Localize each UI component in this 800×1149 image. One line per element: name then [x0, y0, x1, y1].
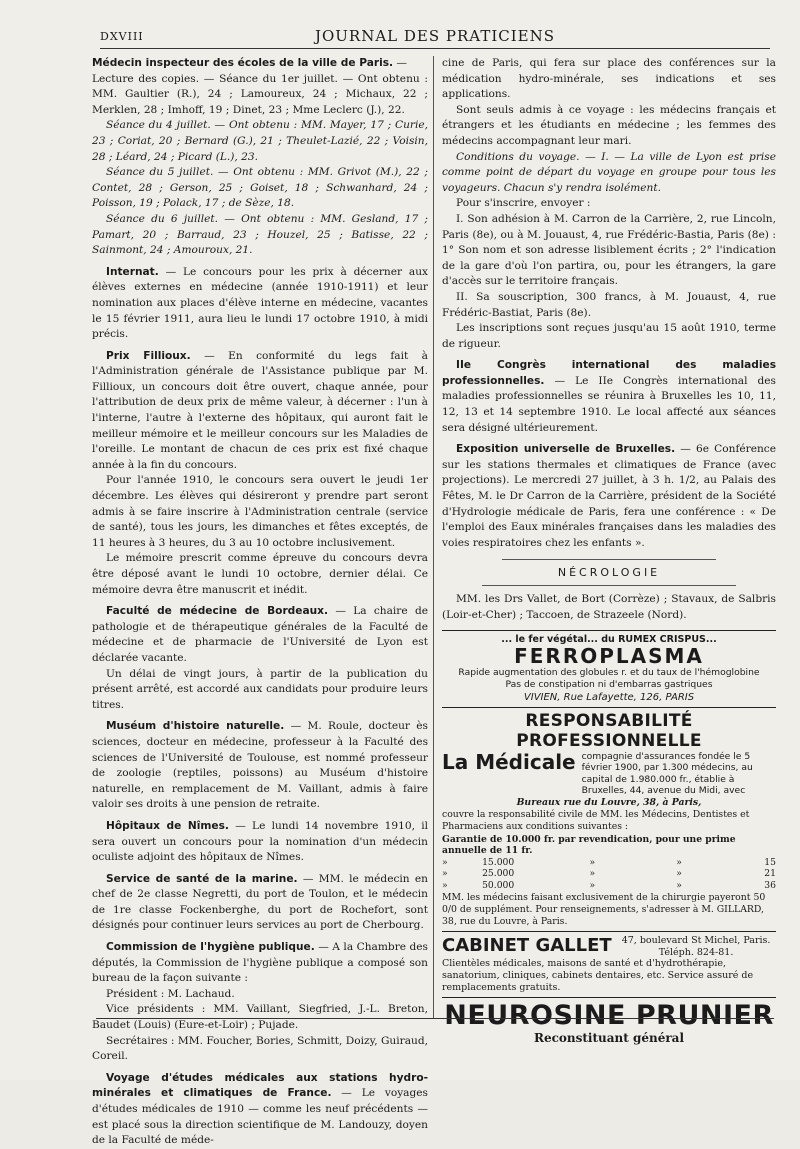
section-title: Faculté de médecine de Bordeaux. [106, 605, 328, 618]
section-voyage-etudes [92, 1071, 428, 1149]
section-text: Séance du 4 juillet. — Ont obtenu : MM. Mayer, 17 ; Curie, 23 ; Coriat, 20 ; Bernard (G.), 21 ; Theulet-Lazié, 22 ; Voisin, 28 ; Léard, 24 ; Picard (L.), 23. [92, 119, 428, 163]
page-folio: DXVIII [100, 30, 144, 43]
section-title: Exposition universelle de Bruxelles. [456, 443, 676, 456]
necrologie-rule-top [502, 559, 716, 560]
section-text: — Le voyages d'études médicales de 1910 — comme les neuf précédents — est placé sous la direction scientifique de M. Landouzy, doyen de la Faculté de méde- [92, 1087, 428, 1147]
right-column [442, 56, 776, 1046]
journal-title: JOURNAL DES PRATICIENS [314, 27, 556, 45]
section-exposition [442, 442, 776, 551]
section-text: — La chaire de pathologie et de thérapeutique générales de la Faculté de médecine et de pharmacie de l'Université de Lyon est déclarée vacante. [92, 605, 428, 664]
section-hopitaux-nimes [92, 819, 428, 866]
section-title: Prix Fillioux. [106, 349, 191, 362]
ad-headline: RESPONSABILITÉ PROFESSIONNELLE [516, 710, 702, 751]
section-text: — M. Roule, docteur ès sciences, docteur en médecine, professeur à la Faculté des sciences de l'Université de Toulouse, est nommé professeur de zoologie (reptiles, poissons) au Muséum d'histoire naturelle, en remplacement de M. Vaillant, admis à faire valoir ses droits à une pension de retraite. [92, 720, 428, 811]
table-row: » 25.000 » » 21 [442, 868, 776, 880]
guarantee-intro: Garantie de 10.000 fr. par revendication, pour une prime annuelle de 11 fr. [442, 833, 736, 857]
ad-tagline: Reconstituant général [533, 1031, 685, 1046]
section-text: Vice présidents : MM. Vaillant, Siegfried, J.-L. Breton, Baudet (Louis) (Eure-et-Loir) ; Pujade. [92, 1003, 428, 1032]
section-text: Pour s'inscrire, envoyer : [456, 197, 591, 210]
footer-rule [96, 1018, 774, 1019]
ad-text: MM. les médecins faisant exclusivement de la chirurgie payeront 50 0/0 de supplément. Pour renseignements, s'adresser à M. GILLARD, 38, rue du Louvre, à Paris. [442, 891, 766, 927]
section-text: — En conformité du legs fait à l'Administration générale de l'Assistance publique par M. Fillioux, un concours doit être ouvert, chaque année, pour l'attribution de deux prix de même valeur, à décerner : l'un à l'interne, l'autre à l'externe des hôpitaux, qui auront fait le meilleur mémoire et le meilleur concours sur les Maladies de l'oreille. Le montant de chacun de ces prix est fixé chaque année à la fin du concours. [92, 349, 428, 471]
guarantee-table [442, 834, 776, 892]
ad-address: 47, boulevard St Michel, Paris. [621, 935, 771, 947]
ad-brand: FERROPLASMA [514, 643, 704, 668]
section-marine [92, 872, 428, 934]
section-title: Commission de l'hygiène publique. [106, 941, 315, 954]
section-title: Service de santé de la marine. [106, 872, 298, 885]
necrologie-rule-bottom [482, 585, 736, 586]
ad-text: Clientèles médicales, maisons de santé et d'hydrothérapie, sanatorium, cliniques, cabinets dentaires, etc. Service assuré de remplacements gratuits. [442, 958, 754, 994]
section-text: — 6e Conférence sur les stations thermales et climatiques de France (avec projections). Le mercredi 27 juillet, à 3 h. 1/2, au Palais des Fêtes, M. le Dr Carron de la Carrière, président de la Société d'Hydrologie médicale de Paris, fera une conférence : « De l'emploi des Eaux minérales françaises dans les maladies des voies respiratoires chez les enfants ». [442, 443, 776, 549]
section-title: Voyage d'études médicales aux stations hydro-minérales et climatiques de France. [92, 1071, 428, 1100]
section-text: Pour l'année 1910, le concours sera ouvert le jeudi 1er décembre. Les élèves qui désireront y prendre part seront admis à se faire inscrire à l'Administration centrale (service de santé), tous les jours, les dimanches et fêtes exceptés, de 11 heures à 3 heures, du 3 au 10 octobre inclusivement. [92, 474, 428, 549]
section-text: I. Son adhésion à M. Carron de la Carrière, 2, rue Lincoln, Paris (8e), ou à M. Jouaust, 4, rue Frédéric-Bastia, Paris (8e) : 1° Son nom et son adresse lisiblement écrits ; 2° l'indication de la gare d'où l'on partira, ou, pour les étrangers, la gare d'accès sur le territoire français. [442, 212, 776, 288]
left-column [92, 56, 429, 1147]
ad-text: couvre la responsabilité civile de MM. les Médecins, Dentistes et Pharmaciens aux conditions suivantes : [442, 809, 750, 833]
section-title: Médecin inspecteur des écoles de la ville de Paris. [92, 57, 394, 69]
section-text: cine de Paris, qui fera sur place des conférences sur la médication hydro-minérale, ses indications et ses applications. [442, 57, 776, 101]
ad-la-medicale [442, 707, 776, 932]
page-header [100, 26, 770, 48]
section-text: Lecture des copies. — Séance du 1er juillet. — Ont obtenu : MM. Gaultier (R.), 24 ; Lamoureux, 24 ; Michaux, 22 ; Merklen, 28 ; Imhoff, 19 ; Dinet, 23 ; Mme Leclerc (J.), 22. [92, 72, 428, 116]
section-text: Séance du 5 juillet. — Ont obtenu : MM. Grivot (M.), 22 ; Contet, 28 ; Gerson, 25 ; Goiset, 18 ; Schwanhard, 24 ; Poisson, 19 ; Polack, 17 ; de Sèze, 18. [92, 166, 428, 210]
section-text: II. Sa souscription, 300 francs, à M. Jouaust, 4, rue Frédéric-Bastiat, Paris (8e). [442, 290, 776, 319]
section-title: Internat. [106, 265, 159, 278]
section-voyage-continued [442, 56, 776, 352]
ad-brand: CABINET GALLET [442, 935, 612, 957]
ad-brand: NEUROSINE PRUNIER [444, 1000, 774, 1032]
section-text: — Le IIe Congrès international des maladies professionnelles se réunira à Bruxelles les 10, 11, 12, 13 et 14 septembre 1910. Le local affecté aux séances sera désigné ultérieurement. [442, 374, 776, 434]
ad-address: VIVIEN, Rue Lafayette, 126, PARIS [523, 691, 695, 703]
table-row: » 15.000 » » 15 [442, 856, 776, 868]
section-title: IIe Congrès international des maladies professionnelles. [442, 359, 776, 387]
ad-ferroplasma [442, 630, 776, 707]
necrologie-text: MM. les Drs Vallet, de Bort (Corrèze) ; Stavaux, de Salbris (Loir-et-Cher) ; Taccoen, de Strazeele (Nord). [442, 593, 776, 621]
ad-address: Bureaux rue du Louvre, 38, à Paris, [516, 796, 702, 808]
ad-brand: La Médicale [442, 749, 576, 774]
section-medecin-inspecteur: Médecin inspecteur des écoles de la ville de Paris. — Lecture des copies. — Séance du 1er juillet. — Ont obtenu : MM. Gaultier (R.), 24 ; Lamoureux, 24 ; Michaux, 22 ; Merklen, 28 ; Imhoff, 19 ; Dinet, 23 ; Mme Leclerc (J.), 22. Séance du 4 juillet. — Ont obtenu : MM. Mayer, 17 ; Curie, 23 ; Coriat, 20 ; Bernard (G.), 21 ; Theulet-Lazié, 22 ; Voisin, 28 ; Léard, 24 ; Picard (L.), 23. Séance du 5 juillet. — Ont obtenu : MM. Grivot (M.), 22 ; Contet, 28 ; Gerson, 25 ; Goiset, 18 ; Schwanhard, 24 ; Poisson, 19 ; Polack, 17 ; de Sèze, 18. Séance du 6 juillet. — Ont obtenu : MM. Gesland, 17 ; Pamart, 20 ; Barraud, 23 ; Houzel, 25 ; Batisse, 22 ; Sainmont, 24 ; Amouroux, 21. [92, 56, 428, 259]
ad-cabinet-gallet [442, 931, 776, 997]
ad-neurosine-prunier [442, 997, 776, 1048]
ad-text: Pas de constipation ni d'embarras gastriques [505, 678, 713, 690]
header-rule [100, 48, 770, 49]
section-text: — Le lundi 14 novembre 1910, il sera ouvert un concours pour la nomination d'un médecin oculiste adjoint des hôpitaux de Nîmes. [92, 819, 428, 864]
section-text: Sont seuls admis à ce voyage : les médecins français et étrangers et les étudiants en médecine ; les femmes des médecins accompagnant leur mari. [442, 103, 776, 147]
ad-text: compagnie d'assurances fondée le 5 février 1900, par 1.300 médecins, au capital de 1.980.000 fr., établie à Bruxelles, 44, avenue du Midi, avec [581, 750, 753, 797]
section-text: Conditions du voyage. — I. — La ville de Lyon est prise comme point de départ du voyage en groupe pour tous les voyageurs. Chacun s'y rendra isolément. [442, 150, 776, 194]
section-internat [92, 265, 428, 343]
section-faculte-bordeaux [92, 604, 428, 713]
section-text: Séance du 6 juillet. — Ont obtenu : MM. Gesland, 17 ; Pamart, 20 ; Barraud, 23 ; Houzel, 25 ; Batisse, 22 ; Sainmont, 24 ; Amouroux, 21. [92, 212, 428, 257]
section-text: Les inscriptions sont reçues jusqu'au 15 août 1910, terme de rigueur. [442, 322, 776, 350]
ad-tagline: ... le fer végétal... du RUMEX CRISPUS... [501, 633, 717, 645]
section-text: Président : M. Lachaud. [106, 987, 235, 1000]
section-commission-hygiene [92, 940, 428, 1065]
table-row: » 50.000 » » 36 [442, 879, 776, 891]
section-text: Un délai de vingt jours, à partir de la publication du présent arrêté, est accordé aux candidats pour produire leurs titres. [92, 667, 428, 711]
section-congres [442, 358, 776, 436]
ad-phone: Téléph. 824-81. [658, 946, 734, 958]
section-title: Hôpitaux de Nîmes. [106, 819, 229, 832]
section-text: — A la Chambre des députés, la Commission de l'hygiène publique a composé son bureau de la façon suivante : [92, 941, 428, 985]
section-text: — Le concours pour les prix à décerner aux élèves externes en médecine (année 1910-1911) et leur nomination aux places d'élève interne en médecine, vacantes le 15 février 1911, aura lieu le lundi 17 octobre 1910, à midi précis. [92, 265, 429, 341]
section-text: Le mémoire prescrit comme épreuve du concours devra être déposé avant le lundi 10 octobre, dernier délai. Ce mémoire devra être manuscrit et inédit. [92, 552, 428, 596]
column-divider [433, 56, 434, 1018]
ad-text: Rapide augmentation des globules r. et du taux de l'hémoglobine [458, 666, 760, 678]
necrologie-title: NÉCROLOGIE [557, 566, 661, 580]
section-title: Muséum d'histoire naturelle. [106, 720, 285, 733]
section-prix-fillioux [92, 349, 428, 599]
section-text: Secrétaires : MM. Foucher, Bories, Schmitt, Doizy, Guiraud, Coreil. [92, 1034, 428, 1063]
section-museum [92, 719, 428, 813]
section-text: — MM. le médecin en chef de 2e classe Negretti, du port de Toulon, et le médecin de 1re classe Fockenberghe, du port de Rochefort, sont désignés pour continuer leurs services au port de Cherbourg. [92, 872, 429, 932]
